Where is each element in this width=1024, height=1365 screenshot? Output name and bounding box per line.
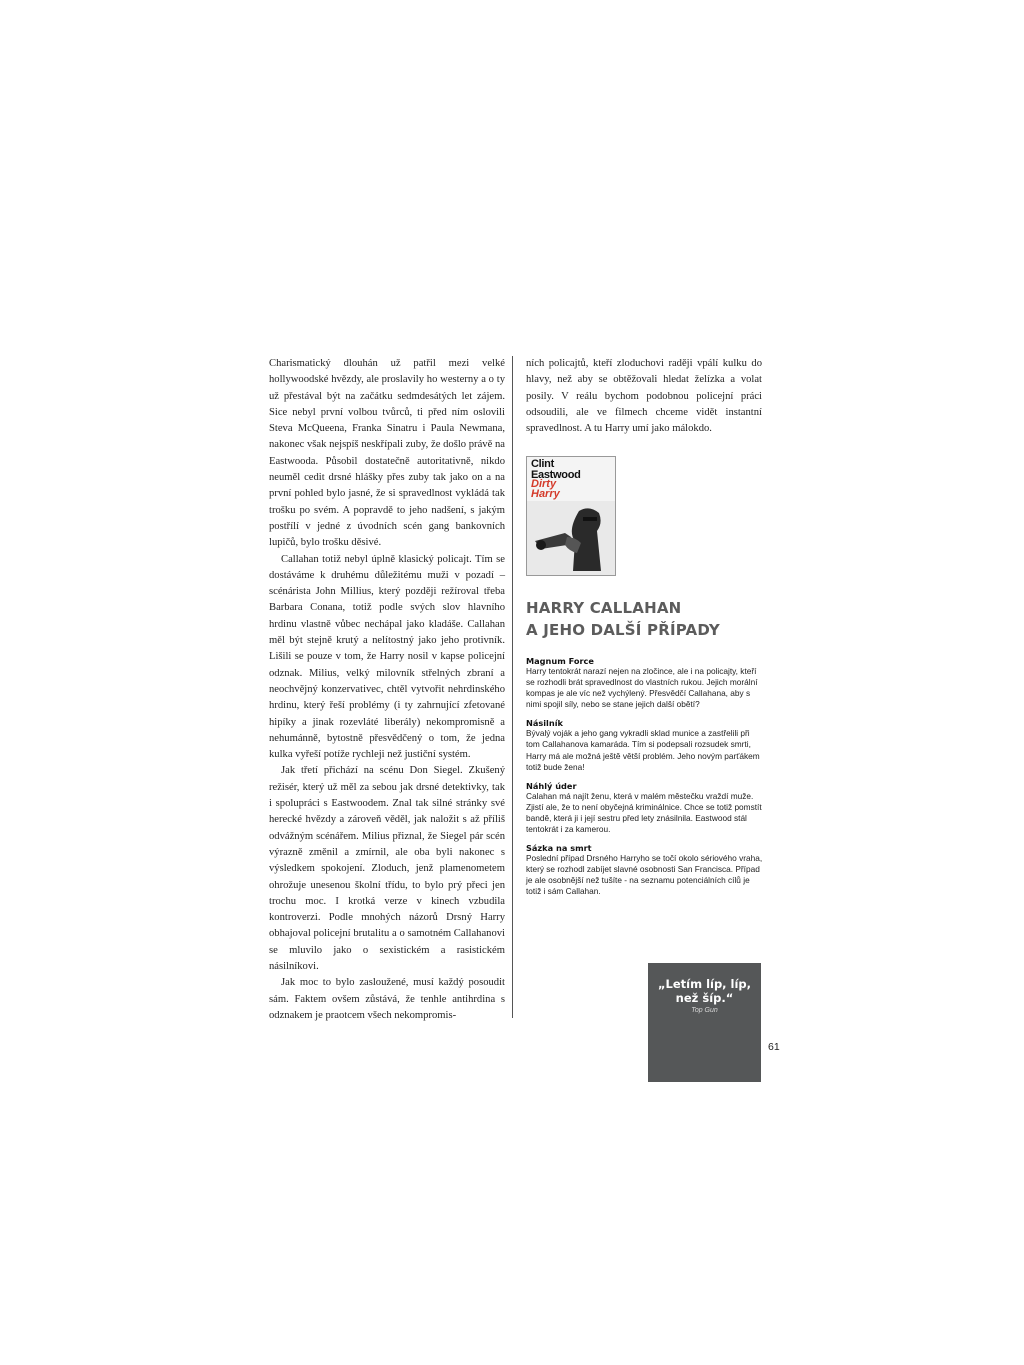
poster-text: Clint <box>531 458 554 470</box>
sequel-title: Násilník <box>526 718 563 729</box>
sequel-title: Magnum Force <box>526 656 594 666</box>
poster-text: Dirty <box>531 478 557 490</box>
article-paragraph-continued: ních policajtů, kteří zloduchovi raději vpálí kulku do hlavy, než aby se obtěžovali hledat želízka a volat posily. V reálu bychom podobnou policejní práci odsoudili, ale ve filmech chceme vidět instantní spravedlnost. A tu Harry umí jako málokdo. <box>526 358 762 435</box>
sidebar-heading <box>526 597 766 641</box>
sequel-item <box>526 843 764 897</box>
poster-photo <box>527 501 615 575</box>
article-paragraph: Charismatický dlouhán už patřil mezi velké hollywoodské hvězdy, ale proslavily ho westerny a o ty už přestával být na začátku sedmdesátých let zájem. Sice nebyl první volbou tvůrců, ti před ním oslovili Steva McQueena, Franka Sinatru i Paula Newmana, nakonec však nejspíš neskřípali zuby, že došlo právě na Eastwooda. Působil dostatečně autoritativně, nikdo neuměl cedit drsné hlášky přes zuby tak jako on a na první pohled bylo jasné, že si spravedlnost vykládá tak trošku po svém. A popravdě to jeho nadšení, s jakým postřílí v jedné z úvodních scén gang bankovních lupičů, bylo trošku děsivé. <box>269 358 505 549</box>
page-number: 61 <box>768 1041 780 1053</box>
sequel-item <box>526 781 764 835</box>
poster-text: Harry <box>531 488 560 500</box>
column-divider <box>512 356 513 1018</box>
sequel-description: Bývalý voják a jeho gang vykradli sklad munice a zastřelili při tom Callahanova kamaráda. Tím si podepsali rozsudek smrti, Harry má ale možná ještě větší problém. Jeho novým parťákem totiž bude žena! <box>526 728 760 772</box>
article-paragraph: Callahan totiž nebyl úplně klasický policajt. Tím se dostáváme k druhému důležitému muži v pozadí – scénárista John Millius, který později režíroval třeba Barbara Conana, totiž podle svých slov hlavního hrdinu vlastně vůbec nechápal jako kladáše. Callahan měl být stejně krutý a nelítostný jako jeho protivník. Lišili se pouze v tom, že Harry nosil v kapse policejní odznak. Milius, velký milovník střelných zbraní a neochvějný konzervativec, chtěl vytvořit nehrdinského hrdinu, který řeší problémy (i ty zahrnující zfetované hipíky a jinak rozevláté liberály) nekompromisně a nehumánně, bytostně přesvědčený o tom, že jedna kulka vyřeší potíže rychleji než justiční systém. <box>269 553 505 761</box>
movie-poster <box>526 456 616 576</box>
sequel-title: Náhlý úder <box>526 780 577 791</box>
heading-line: A JEHO DALŠÍ PŘÍPADY <box>526 621 720 639</box>
article-paragraph: Jak třetí přichází na scénu Don Siegel. Zkušený režisér, který už měl za sebou jak drsné detektivky, tak i spolupráci s Eastwoodem. Znal tak silné stránky své herecké hvězdy a zároveň věděl, jak naložit s až příliš odvážným scénářem. Milius přiznal, že Siegel pár scén výrazně změnil a zmírnil, ale oba byli nakonec s výsledkem spokojení. Zloduch, jenž plamenometem ohrožuje unesenou školní třídu, to bylo prý přeci jen trochu moc. I krotká verze v kinech vzbudila kontroverzi. Podle mnohých názorů Drsný Harry obhajoval policejní brutalitu a o samotném Callahanovi se mluvilo jako o sexistickém a rasistickém násilníkovi. <box>269 765 505 972</box>
poster-film-title <box>531 479 560 499</box>
sequel-title: Sázka na smrt <box>526 843 592 854</box>
article-column-right <box>526 356 762 437</box>
quote-text <box>648 977 761 1005</box>
sequel-item <box>526 718 764 772</box>
quote-box <box>648 963 761 1082</box>
sequel-description: Harry tentokrát narazí nejen na zločince, ale i na policajty, kteří se rozhodli brát spravedlnost do vlastních rukou. Jejich morální kompas je ale víc než vychýlený. Přesvědčí Callahana, aby s nimi spojil síly, nebo se stane jejich další obětí? <box>526 666 758 710</box>
sequel-item <box>526 656 764 710</box>
poster-text: Eastwood <box>531 469 581 481</box>
article-column-left <box>269 356 505 1024</box>
sequel-description: Calahan má najít ženu, která v malém městečku vraždí muže. Zjistí ale, že to není obyčejná kriminálnice. Chce se totiž pomstít bandě, která ji i její sestru před lety znásilnila. Eastwood stál tentokrát i za kamerou. <box>526 790 762 835</box>
sequels-list <box>526 656 764 906</box>
sequel-description: Poslední případ Drsného Harryho se točí okolo sériového vraha, který se rozhodl zabíjet slavné osobnosti San Francisca. Případ je ale osobnější než tušíte - na seznamu potenciálních cílů je totiž i sám Callahan. <box>526 853 763 897</box>
quote-line: než šíp.“ <box>675 991 734 1005</box>
quote-line: „Letím líp, líp, <box>657 977 752 991</box>
quote-source: Top Gun <box>691 1007 718 1014</box>
heading-line: HARRY CALLAHAN <box>526 599 682 617</box>
article-paragraph: Jak moc to bylo zasloužené, musí každý posoudit sám. Faktem ovšem zůstává, že tenhle antihrdina s odznakem je praotcem všech nekompromis- <box>269 977 505 1021</box>
